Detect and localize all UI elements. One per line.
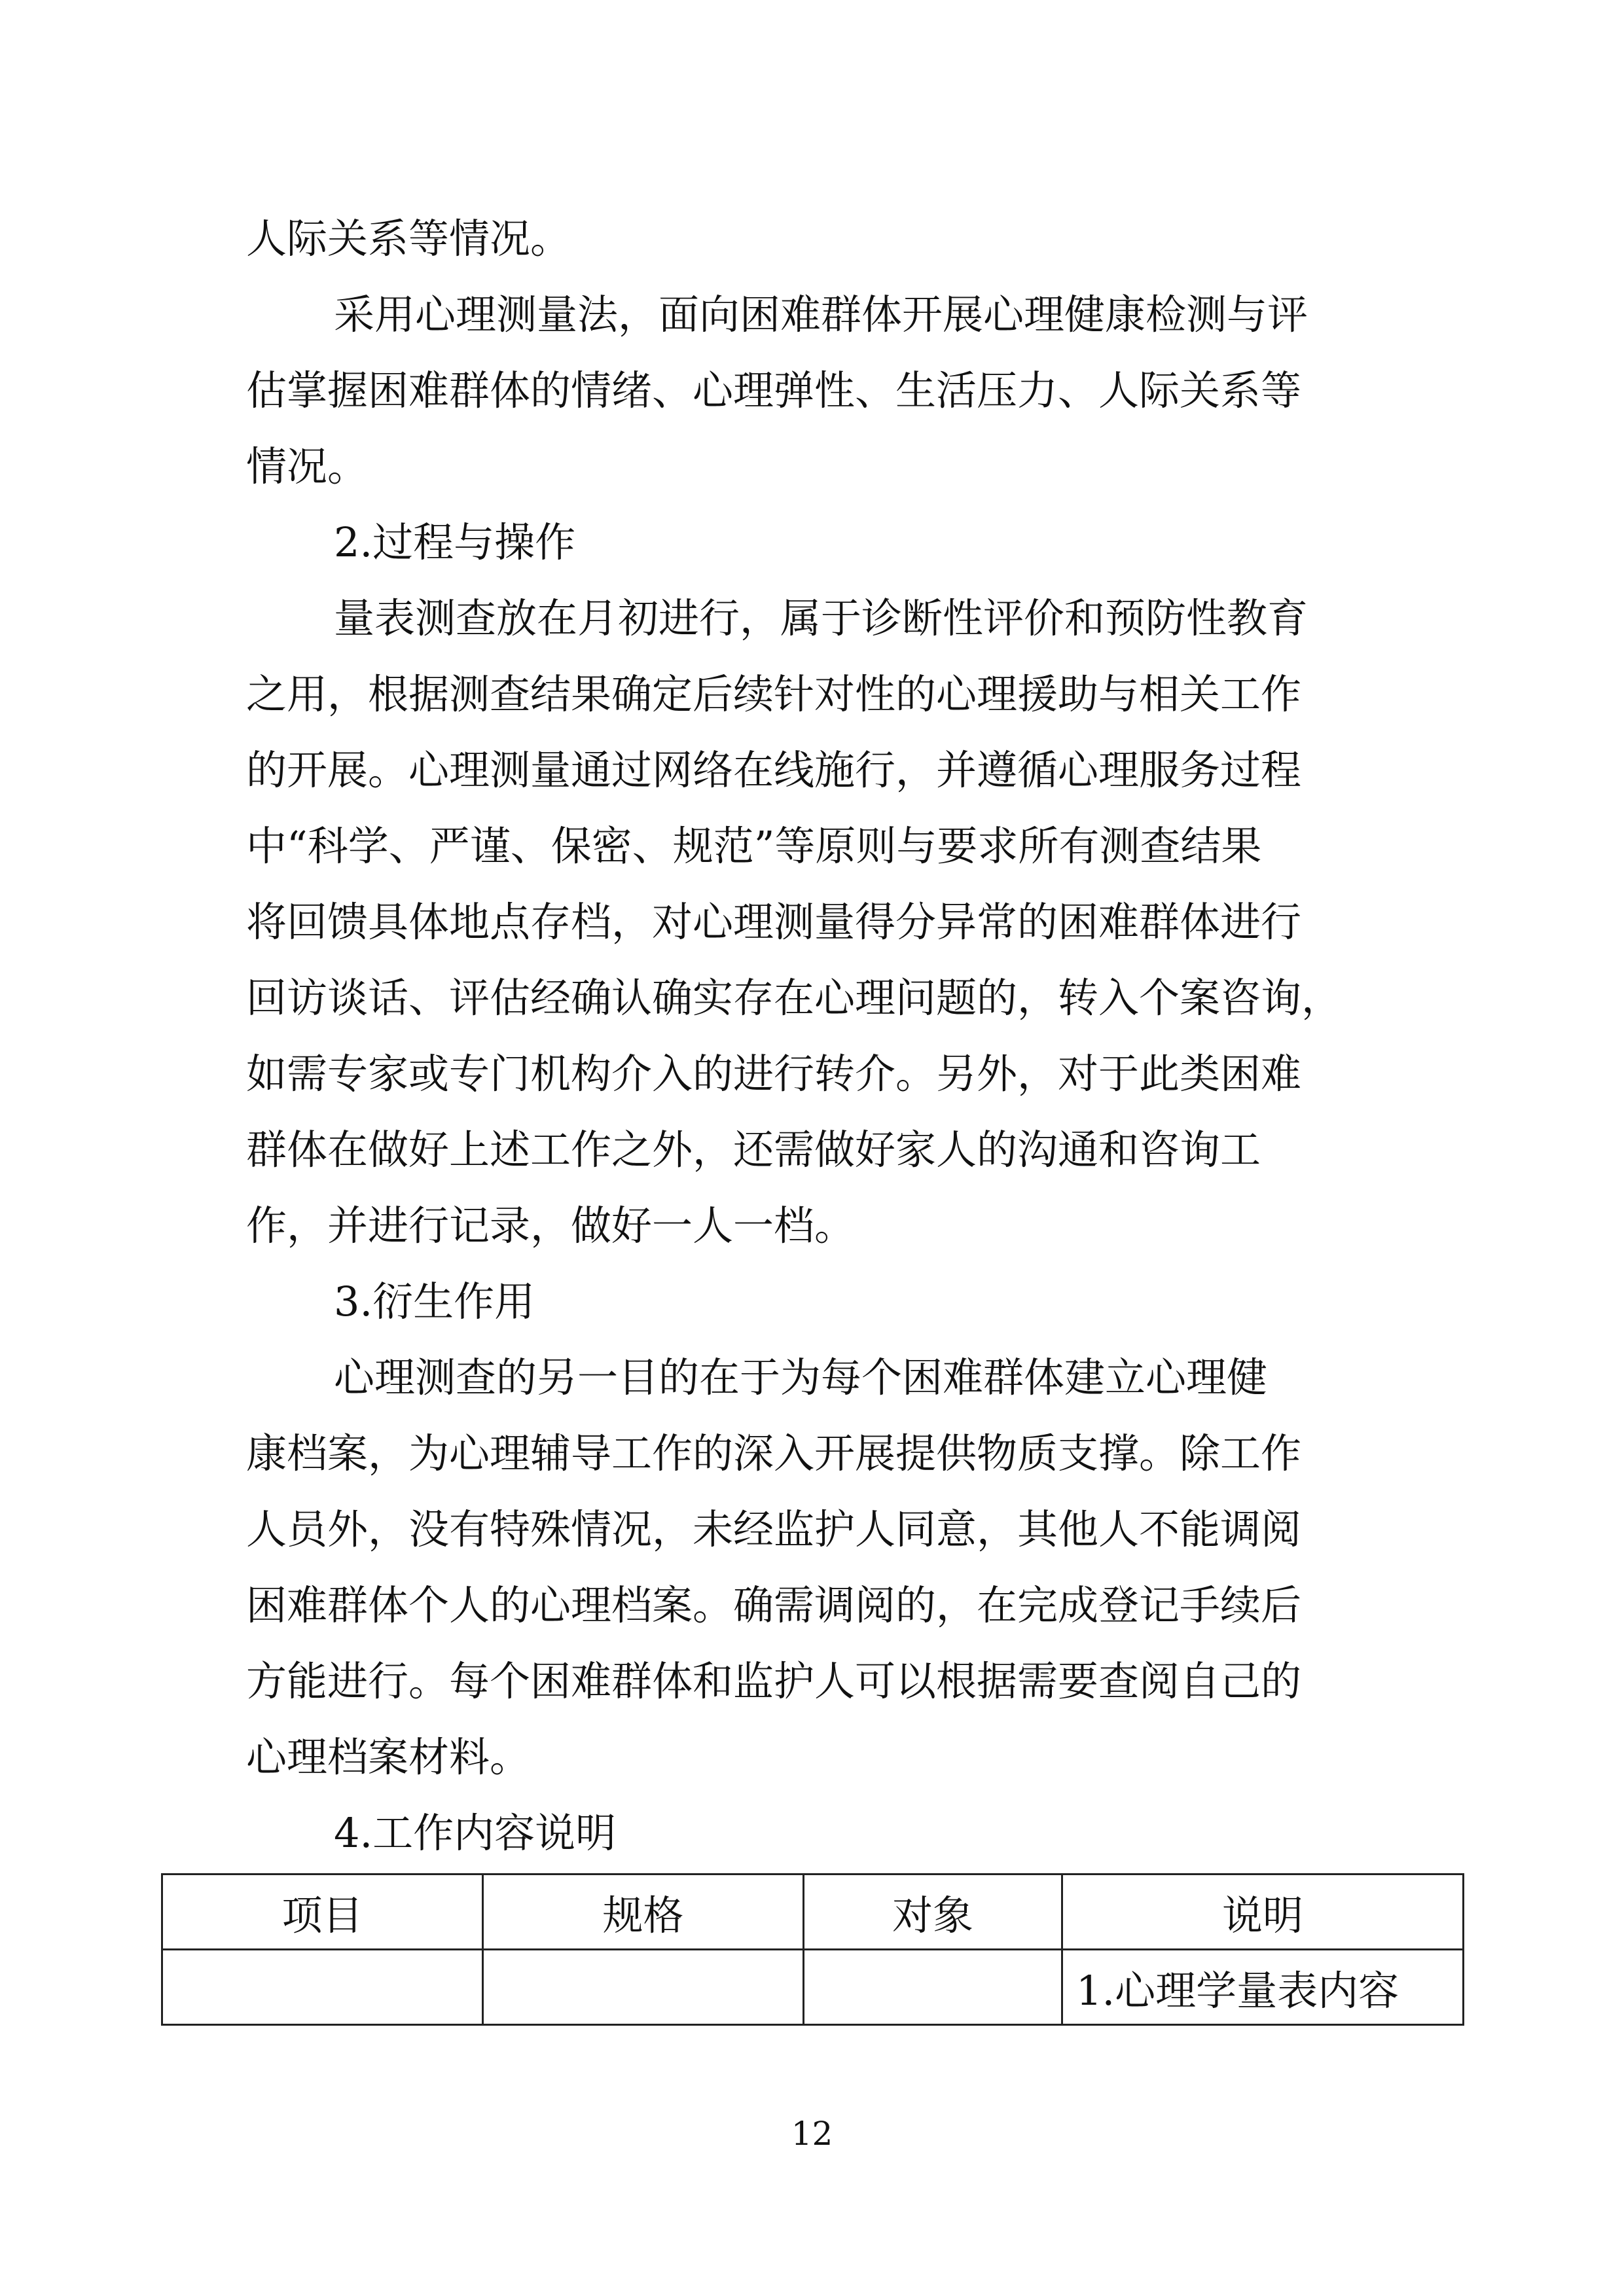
table-cell: 1.心理学量表内容 <box>1062 1950 1464 2025</box>
header-description: 说明 <box>1062 1874 1464 1950</box>
paragraph-line: 量表测查放在月初进行，属于诊断性评价和预防性教育 <box>334 594 1308 642</box>
paragraph-line: 心理档案材料。 <box>246 1733 531 1781</box>
paragraph-line: 的开展。心理测量通过网络在线施行，并遵循心理服务过程 <box>246 746 1302 794</box>
paragraph-line: 康档案，为心理辅导工作的深入开展提供物质支撑。除工作 <box>246 1429 1302 1477</box>
paragraph-line: 困难群体个人的心理档案。确需调阅的，在完成登记手续后 <box>246 1581 1302 1629</box>
section-heading: 2.过程与操作 <box>334 518 576 566</box>
table-cell <box>804 1950 1062 2025</box>
paragraph-line: 将回馈具体地点存档，对心理测量得分异常的困难群体进行 <box>246 898 1302 946</box>
section-heading: 4.工作内容说明 <box>334 1809 617 1857</box>
paragraph-line: 回访谈话、评估经确认确实存在心理问题的，转入个案咨询， <box>246 974 1343 1022</box>
header-target: 对象 <box>804 1874 1062 1950</box>
paragraph-line: 如需专家或专门机构介入的进行转介。另外，对于此类困难 <box>246 1050 1302 1098</box>
paragraph-line: 作，并进行记录，做好一人一档。 <box>246 1202 856 1249</box>
table-header-row <box>162 1874 1464 1950</box>
paragraph-line: 采用心理测量法，面向困难群体开展心理健康检测与评 <box>334 291 1308 338</box>
paragraph-line: 之用，根据测查结果确定后续针对性的心理援助与相关工作 <box>246 670 1302 718</box>
table-cell <box>483 1950 804 2025</box>
paragraph-line: 人员外，没有特殊情况，未经监护人同意，其他人不能调阅 <box>246 1505 1302 1553</box>
work-content-table <box>161 1873 1464 2026</box>
table-cell <box>162 1950 483 2025</box>
header-spec: 规格 <box>483 1874 804 1950</box>
paragraph-line: 方能进行。每个困难群体和监护人可以根据需要查阅自己的 <box>246 1657 1302 1705</box>
page-number: 12 <box>791 2115 833 2153</box>
paragraph-line: 人际关系等情况。 <box>246 215 571 262</box>
paragraph-line: 心理测查的另一目的在于为每个困难群体建立心理健 <box>334 1354 1268 1401</box>
paragraph-line: 估掌握困难群体的情绪、心理弹性、生活压力、人际关系等 <box>246 367 1302 414</box>
paragraph-line: 中“科学、严谨、保密、规范”等原则与要求所有测查结果 <box>246 822 1262 870</box>
paragraph-line: 情况。 <box>246 442 369 490</box>
section-heading: 3.衍生作用 <box>334 1278 535 1325</box>
table-row <box>162 1950 1464 2025</box>
header-item: 项目 <box>162 1874 483 1950</box>
paragraph-line: 群体在做好上述工作之外，还需做好家人的沟通和咨询工 <box>246 1126 1261 1174</box>
